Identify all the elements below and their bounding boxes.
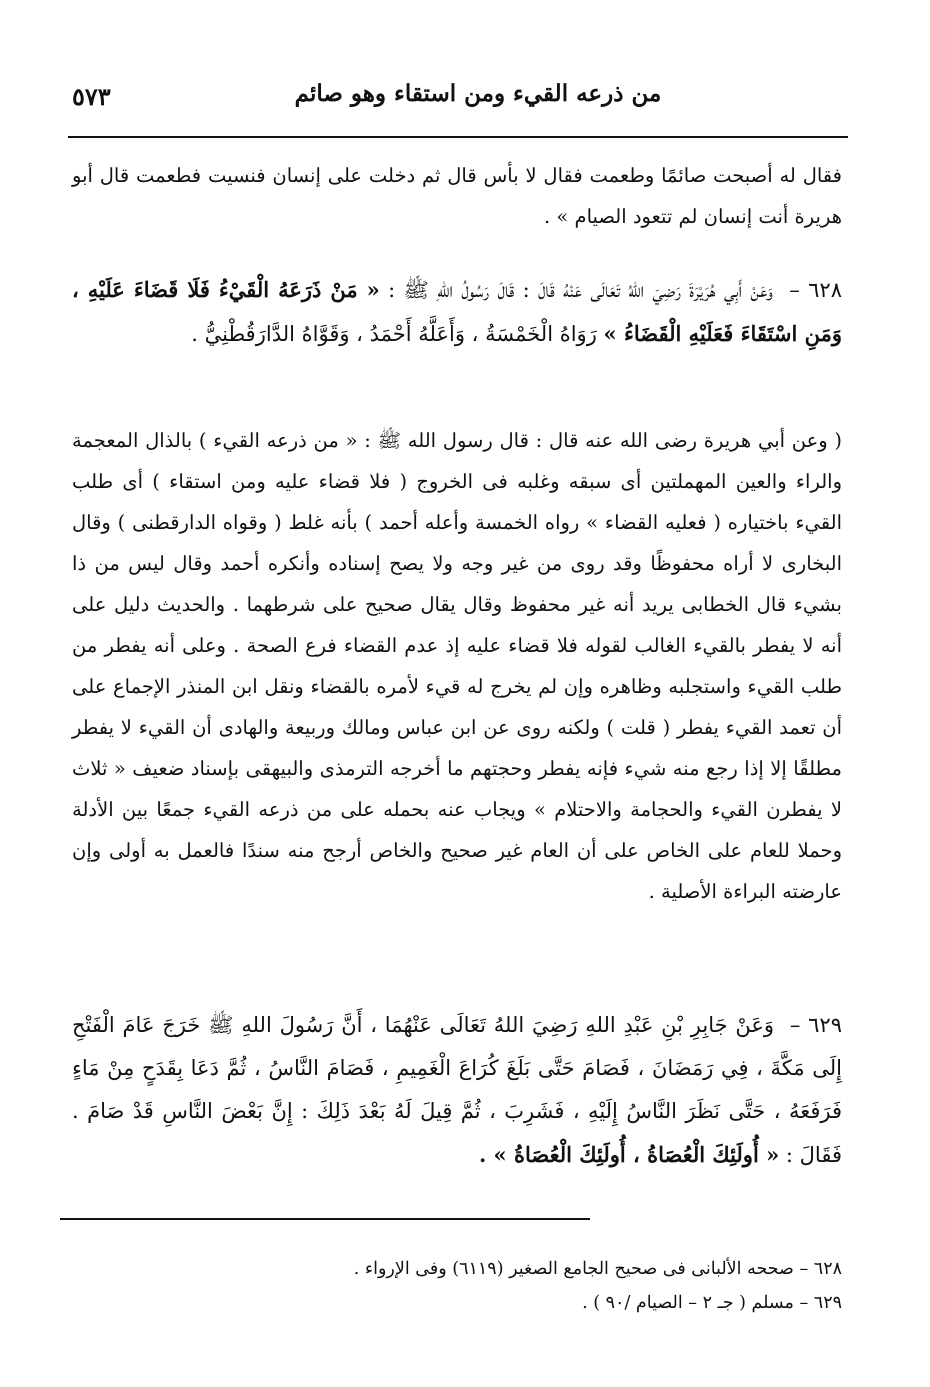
header-divider xyxy=(68,136,848,138)
footnotes xyxy=(82,1252,842,1320)
hadith-source: رَوَاهُ الْخَمْسَةُ ، وَأَعَلَّهُ أَحْمَدُ ، وَقَوَّاهُ الدَّارَقُطْنِيُّ . xyxy=(191,322,597,346)
page-header xyxy=(68,74,848,118)
hadith-chain: وَعَنْ جَابِرِ بْنِ عَبْدِ اللهِ رَضِيَ اللهُ تَعَالَى عَنْهُمَا ، أَنَّ رَسُولَ اللهِ ﷺ خَرَجَ عَامَ الْفَتْحِ إِلَى مَكَّةَ ، فِي رَمَضَانَ ، فَصَامَ حَتَّى بَلَغَ كُرَاعَ الْغَمِيمِ ، فَصَامَ النَّاسُ ، ثُمَّ دَعَا بِقَدَحٍ مِنْ مَاءٍ فَرَفَعَهُ ، حَتَّى نَظَرَ النَّاسُ إِلَيْهِ ، فَشَرِبَ ، ثُمَّ قِيلَ لَهُ بَعْدَ ذَلِكَ : إِنَّ بَعْضَ النَّاسِ قَدْ صَامَ . فَقَالَ : xyxy=(72,1013,842,1167)
footnote-629: ٦٢٩ – مسلم ( جـ ٢ – الصيام /٩٠ ) . xyxy=(582,1293,842,1313)
hadith-chain: وَعَنْ أَبِي هُرَيْرَةَ رَضِيَ اللهُ تَعَالَى عَنْهُ قَالَ : قَالَ رَسُولُ اللهِ ﷺ : xyxy=(388,278,773,302)
page-number: ٥٧٣ xyxy=(72,82,111,111)
hadith-quote: « مَنْ ذَرَعَهُ الْقَيْءُ فَلَا قَضَاءَ عَلَيْهِ ، وَمَنِ اسْتَقَاءَ فَعَلَيْهِ الْقَضَاءُ » xyxy=(72,277,842,346)
hadith-628 xyxy=(72,268,842,356)
paragraph-text: ( وعن أبي هريرة رضى الله عنه قال : قال رسول الله ﷺ : « من ذرعه القيء ) بالذال المعجمة والراء والعين المهملتين أى سبقه وغلبه فى الخروج ( فلا قضاء عليه ومن استقاء ) أى طلب القيء باختياره ( فعليه القضاء » رواه الخمسة وأعله أحمد ) بأنه غلط ( وقواه الدارقطنى ) وقال البخارى لا أراه محفوظًا وقد روى من غير وجه ولا يصح إسناده وأنكره أحمد وقال ليس من ذا بشيء قال الخطابى يريد أنه غير محفوظ وقال يقال صحيح على شرطهما . والحديث دليل على أنه لا يفطر بالقيء الغالب لقوله فلا قضاء عليه إذ عدم القضاء فرع الصحة . وعلى أنه يفطر من طلب القيء واستجلبه وظاهره وإن لم يخرج له قيء لأمره بالقضاء ونقل ابن المنذر الإجماع على أن تعمد القيء يفطر ( قلت ) ولكنه روى عن ابن عباس ومالك وربيعة والهادى أن القيء لا يفطر مطلقًا إلا إذا رجع منه شيء فإنه يفطر وحجتهم ما أخرجه الترمذى والبيهقى بإسناد ضعيف « ثلاث لا يفطرن القيء والحجامة والاحتلام » ويجاب عنه بحمله على من ذرعه القيء جمعًا بين الأدلة وحملا للعام على الخاص على أن العام غير صحيح والخاص أرجح منه سندًا فالعمل به أولى وإن عارضته البراءة الأصلية . xyxy=(72,429,842,903)
running-title: من ذرعه القيء ومن استقاء وهو صائم xyxy=(294,80,662,107)
commentary-continuation xyxy=(72,155,842,237)
hadith-quote: « أُولَئِكَ الْعُصَاةُ ، أُولَئِكَ الْعُصَاةُ » . xyxy=(478,1142,780,1167)
footnote-628: ٦٢٨ – صححه الألبانى فى صحيح الجامع الصغير (٦١١٩) وفى الإرواء . xyxy=(353,1259,842,1279)
paragraph-text: فقال له أصبحت صائمًا وطعمت فقال لا بأس قال ثم دخلت على إنسان فنسيت فطعمت قال أبو هريرة أنت إنسان لم تتعود الصيام » . xyxy=(72,164,842,228)
footnote-divider xyxy=(60,1218,590,1220)
hadith-number: ٦٢٨ – xyxy=(789,278,842,302)
hadith-629 xyxy=(72,1004,842,1177)
hadith-number: ٦٢٩ – xyxy=(789,1013,842,1037)
commentary-628 xyxy=(72,420,842,912)
